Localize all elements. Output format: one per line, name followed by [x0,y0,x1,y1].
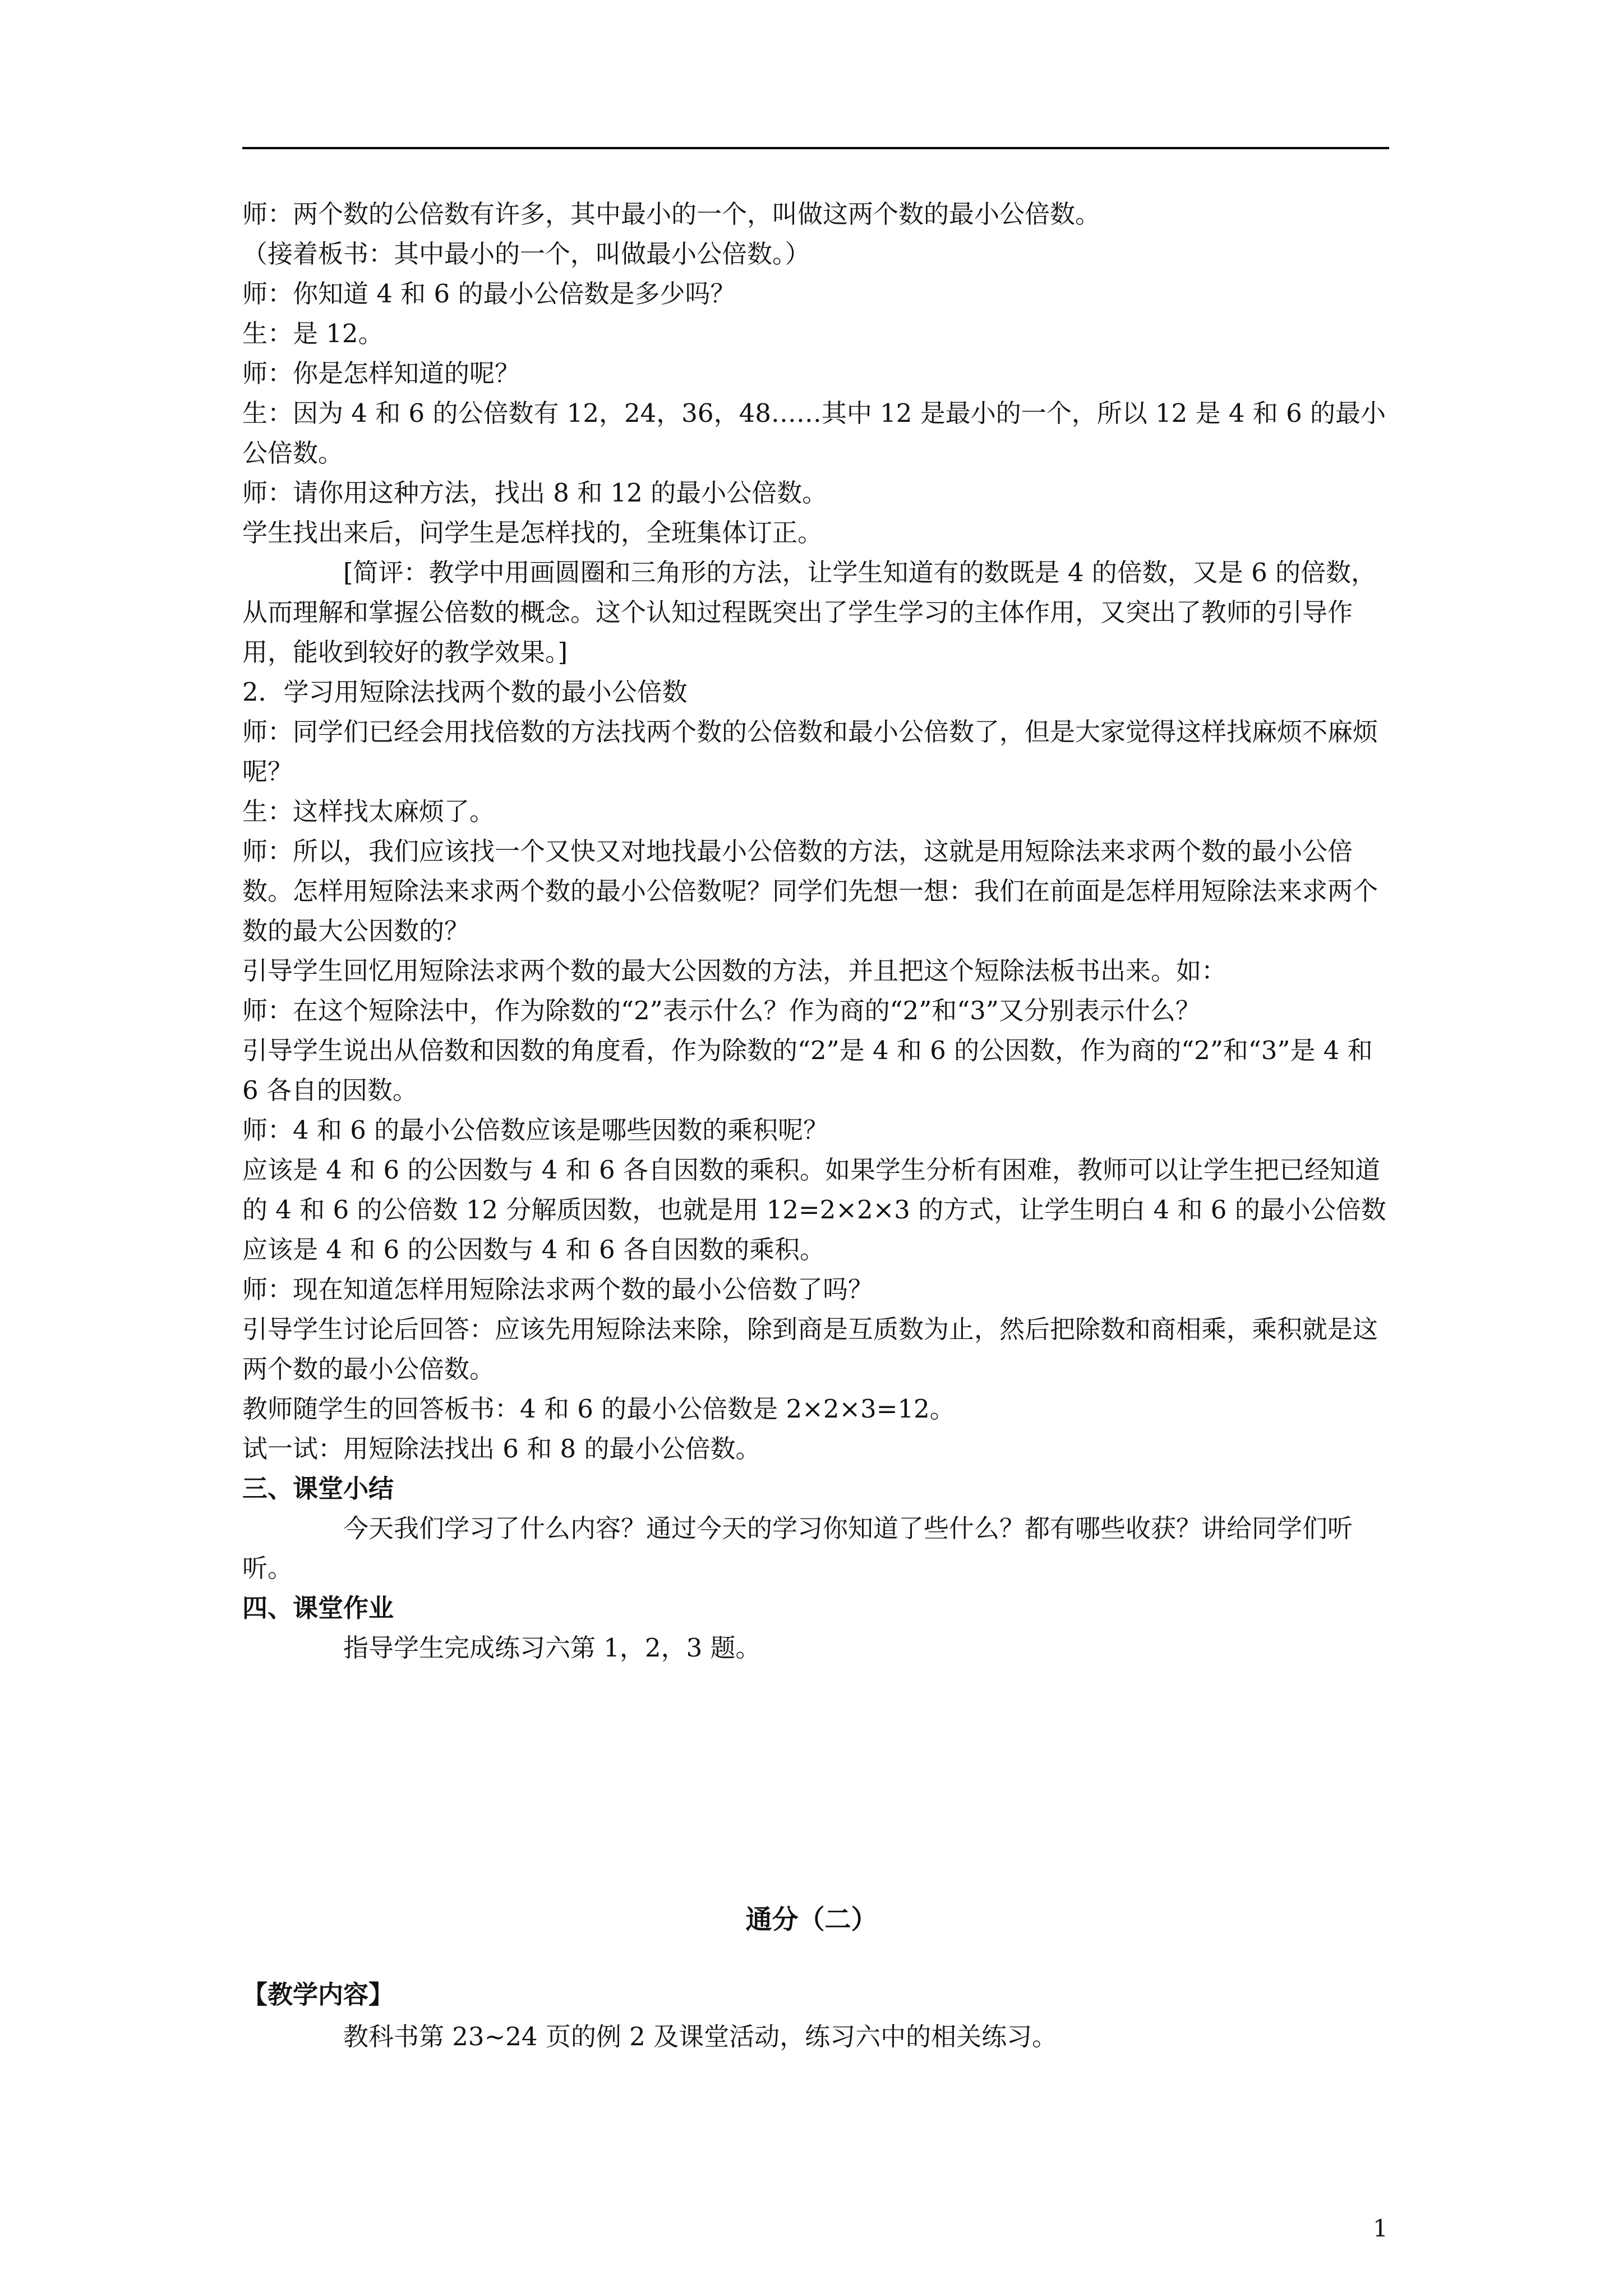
paragraph: 引导学生说出从倍数和因数的角度看，作为除数的“2”是 4 和 6 的公因数，作为商的“2”和“3”是 4 和 6 各自的因数。 [242,1036,1373,1105]
page-number: 1 [1373,2215,1388,2242]
paragraph: 师：两个数的公倍数有许多，其中最小的一个，叫做这两个数的最小公倍数。 [242,199,1101,229]
header-rule [242,147,1389,149]
paragraph: 生：这样找太麻烦了。 [242,797,495,826]
paragraph: 师：请你用这种方法，找出 8 和 12 的最小公倍数。 [242,478,828,508]
subsection-heading: 2．学习用短除法找两个数的最小公倍数 [242,677,688,707]
paragraph: 师：4 和 6 的最小公倍数应该是哪些因数的乘积呢？ [242,1115,829,1145]
paragraph: 生：是 12。 [242,319,384,348]
paragraph: 学生找出来后，问学生是怎样找的，全班集体订正。 [242,518,823,547]
homework-text: 指导学生完成练习六第 1，2，3 题。 [343,1633,761,1663]
summary-heading: 三、课堂小结 [242,1474,394,1503]
paragraph: 师：你知道 4 和 6 的最小公倍数是多少吗？ [242,279,736,309]
paragraph: 教师随学生的回答板书：4 和 6 的最小公倍数是 2×2×3=12。 [242,1394,955,1424]
paragraph: 师：同学们已经会用找倍数的方法找两个数的公倍数和最小公倍数了，但是大家觉得这样找麻烦不麻烦呢？ [242,717,1378,786]
paragraph: （接着板书：其中最小的一个，叫做最小公倍数。） [242,239,810,269]
commentary-paragraph: [简评：教学中用画圆圈和三角形的方法，让学生知道有的数既是 4 的倍数，又是 6 的倍数，从而理解和掌握公倍数的概念。这个认知过程既突出了学生学习的主体作用，又突出了教师的引导作用，能收到较好的教学效果。] [242,558,1377,667]
content-heading: 【教学内容】 [242,1980,394,2009]
next-section-body [242,1973,1386,2058]
content-text: 教科书第 23~24 页的例 2 及课堂活动，练习六中的相关练习。 [343,2022,1058,2051]
section-title: 通分（二） [745,1904,878,1935]
document-body [242,194,1386,1668]
paragraph: 师：你是怎样知道的呢？ [242,358,520,388]
paragraph: 师：所以，我们应该找一个又快又对地找最小公倍数的方法，这就是用短除法来求两个数的最小公倍数。怎样用短除法来求两个数的最小公倍数呢？同学们先想一想：我们在前面是怎样用短除法来求两个数的最大公因数的？ [242,836,1378,946]
paragraph: 师：在这个短除法中，作为除数的“2”表示什么？作为商的“2”和“3”又分别表示什么？ [242,996,1201,1025]
paragraph: 试一试：用短除法找出 6 和 8 的最小公倍数。 [242,1434,761,1464]
paragraph: 引导学生讨论后回答：应该先用短除法来除，除到商是互质数为止，然后把除数和商相乘，乘积就是这两个数的最小公倍数。 [242,1314,1378,1384]
paragraph: 引导学生回忆用短除法求两个数的最大公因数的方法，并且把这个短除法板书出来。如： [242,956,1227,986]
paragraph: 生：因为 4 和 6 的公倍数有 12，24，36，48……其中 12 是最小的一个，所以 12 是 4 和 6 的最小公倍数。 [242,398,1386,468]
homework-heading: 四、课堂作业 [242,1593,394,1623]
paragraph: 师：现在知道怎样用短除法求两个数的最小公倍数了吗？ [242,1274,874,1304]
summary-text: 今天我们学习了什么内容？通过今天的学习你知道了些什么？都有哪些收获？讲给同学们听听。 [242,1513,1353,1583]
paragraph: 应该是 4 和 6 的公因数与 4 和 6 各自因数的乘积。如果学生分析有困难，教师可以让学生把已经知道的 4 和 6 的公倍数 12 分解质因数，也就是用 12=2×2×3 的方式，让学生明白 4 和 6 的最小公倍数应该是 4 和 6 的公因数与 4 和 6 各自因数的乘积。 [242,1155,1386,1264]
